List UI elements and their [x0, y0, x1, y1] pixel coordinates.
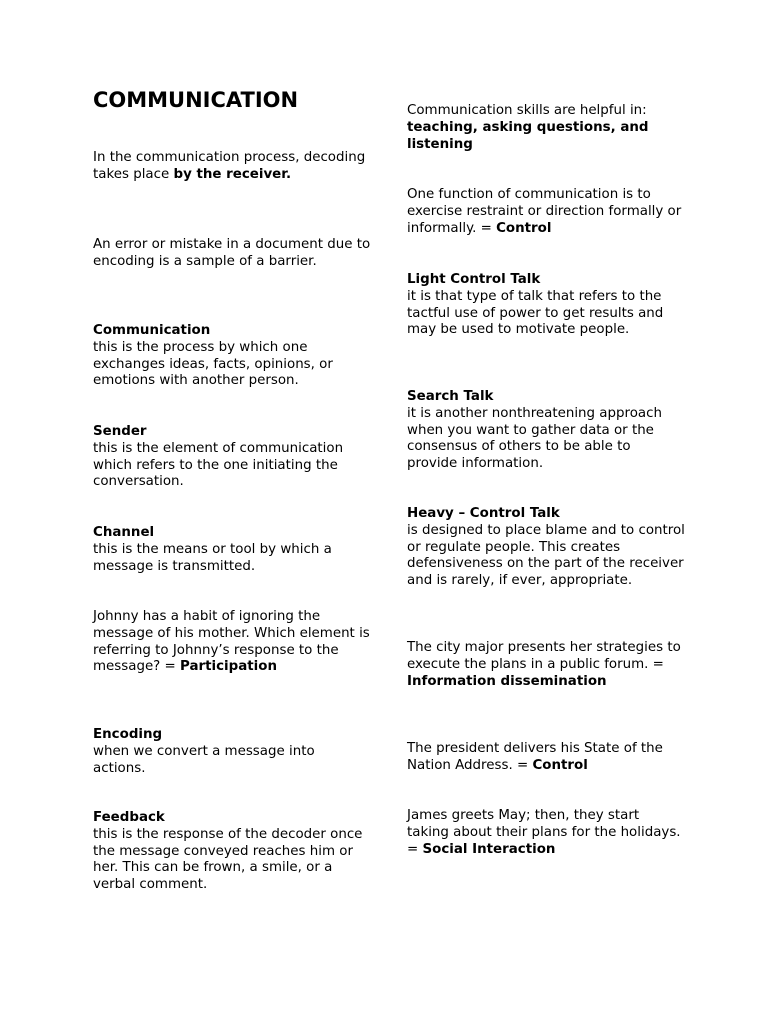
- heavy-control-talk-heading: Heavy – Control Talk: [407, 506, 560, 521]
- information-dissemination-item: [407, 640, 685, 690]
- sender-heading: Sender: [93, 424, 147, 439]
- information-dissemination-answer: Information dissemination: [407, 673, 607, 689]
- function-control-item: [407, 187, 685, 237]
- skills-answer: teaching, asking questions, and listening: [407, 119, 649, 152]
- channel-definition: [93, 525, 371, 575]
- search-talk-heading: Search Talk: [407, 389, 494, 404]
- heavy-control-talk-text: is designed to place blame and to control or regulate people. This creates defensiveness on the part of the receiver and is rarely, if ever, appropriate.: [407, 522, 685, 589]
- search-talk-definition: [407, 389, 685, 473]
- feedback-text: this is the response of the decoder once the message conveyed reaches him or her. This can be frown, a smile, or a verbal comment.: [93, 826, 363, 893]
- participation-answer: Participation: [180, 659, 277, 675]
- information-dissemination-text: The city major presents her strategies to execute the plans in a public forum. =: [407, 640, 681, 672]
- light-control-talk-heading: Light Control Talk: [407, 272, 541, 287]
- feedback-heading: Feedback: [93, 810, 165, 825]
- social-interaction-item: [407, 808, 685, 858]
- communication-heading: Communication: [93, 323, 211, 338]
- light-control-talk-text: it is that type of talk that refers to the tactful use of power to get results and may be used to motivate people.: [407, 288, 664, 338]
- encoding-heading: Encoding: [93, 727, 163, 742]
- skills-item: [407, 103, 685, 153]
- sender-definition: [93, 424, 371, 491]
- state-of-nation-answer: Control: [532, 757, 588, 773]
- state-of-nation-item: [407, 741, 685, 775]
- feedback-definition: [93, 810, 371, 894]
- communication-text: this is the process by which one exchanges ideas, facts, opinions, or emotions with another person.: [93, 339, 333, 389]
- heavy-control-talk-definition: [407, 506, 685, 590]
- channel-text: this is the means or tool by which a message is transmitted.: [93, 541, 332, 574]
- light-control-talk-definition: [407, 272, 685, 339]
- barrier-text: An error or mistake in a document due to encoding is a sample of a barrier.: [93, 237, 371, 269]
- state-of-nation-text: The president delivers his State of the Nation Address. =: [407, 741, 663, 773]
- decoding-answer: by the receiver.: [173, 166, 292, 182]
- decoding-item: [93, 150, 371, 184]
- communication-definition: [93, 323, 371, 390]
- skills-text: Communication skills are helpful in:: [407, 103, 647, 118]
- function-control-text: One function of communication is to exercise restraint or direction formally or informally. =: [407, 187, 682, 236]
- function-control-answer: Control: [496, 220, 552, 236]
- search-talk-text: it is another nonthreatening approach when you want to gather data or the consensus of others to be able to provide information.: [407, 405, 662, 472]
- participation-text: Johnny has a habit of ignoring the message of his mother. Which element is referring to Johnny’s response to the message? =: [93, 609, 370, 675]
- decoding-text: In the communication process, decoding takes place: [93, 150, 366, 182]
- encoding-text: when we convert a message into actions.: [93, 743, 315, 776]
- participation-item: [93, 609, 371, 676]
- social-interaction-text: James greets May; then, they start taking about their plans for the holidays. =: [407, 808, 681, 857]
- page-title: COMMUNICATION: [93, 88, 299, 112]
- barrier-item: [93, 237, 371, 271]
- social-interaction-answer: Social Interaction: [422, 841, 556, 857]
- channel-heading: Channel: [93, 525, 155, 540]
- sender-text: this is the element of communication which refers to the one initiating the conversation.: [93, 440, 344, 490]
- encoding-definition: [93, 727, 371, 777]
